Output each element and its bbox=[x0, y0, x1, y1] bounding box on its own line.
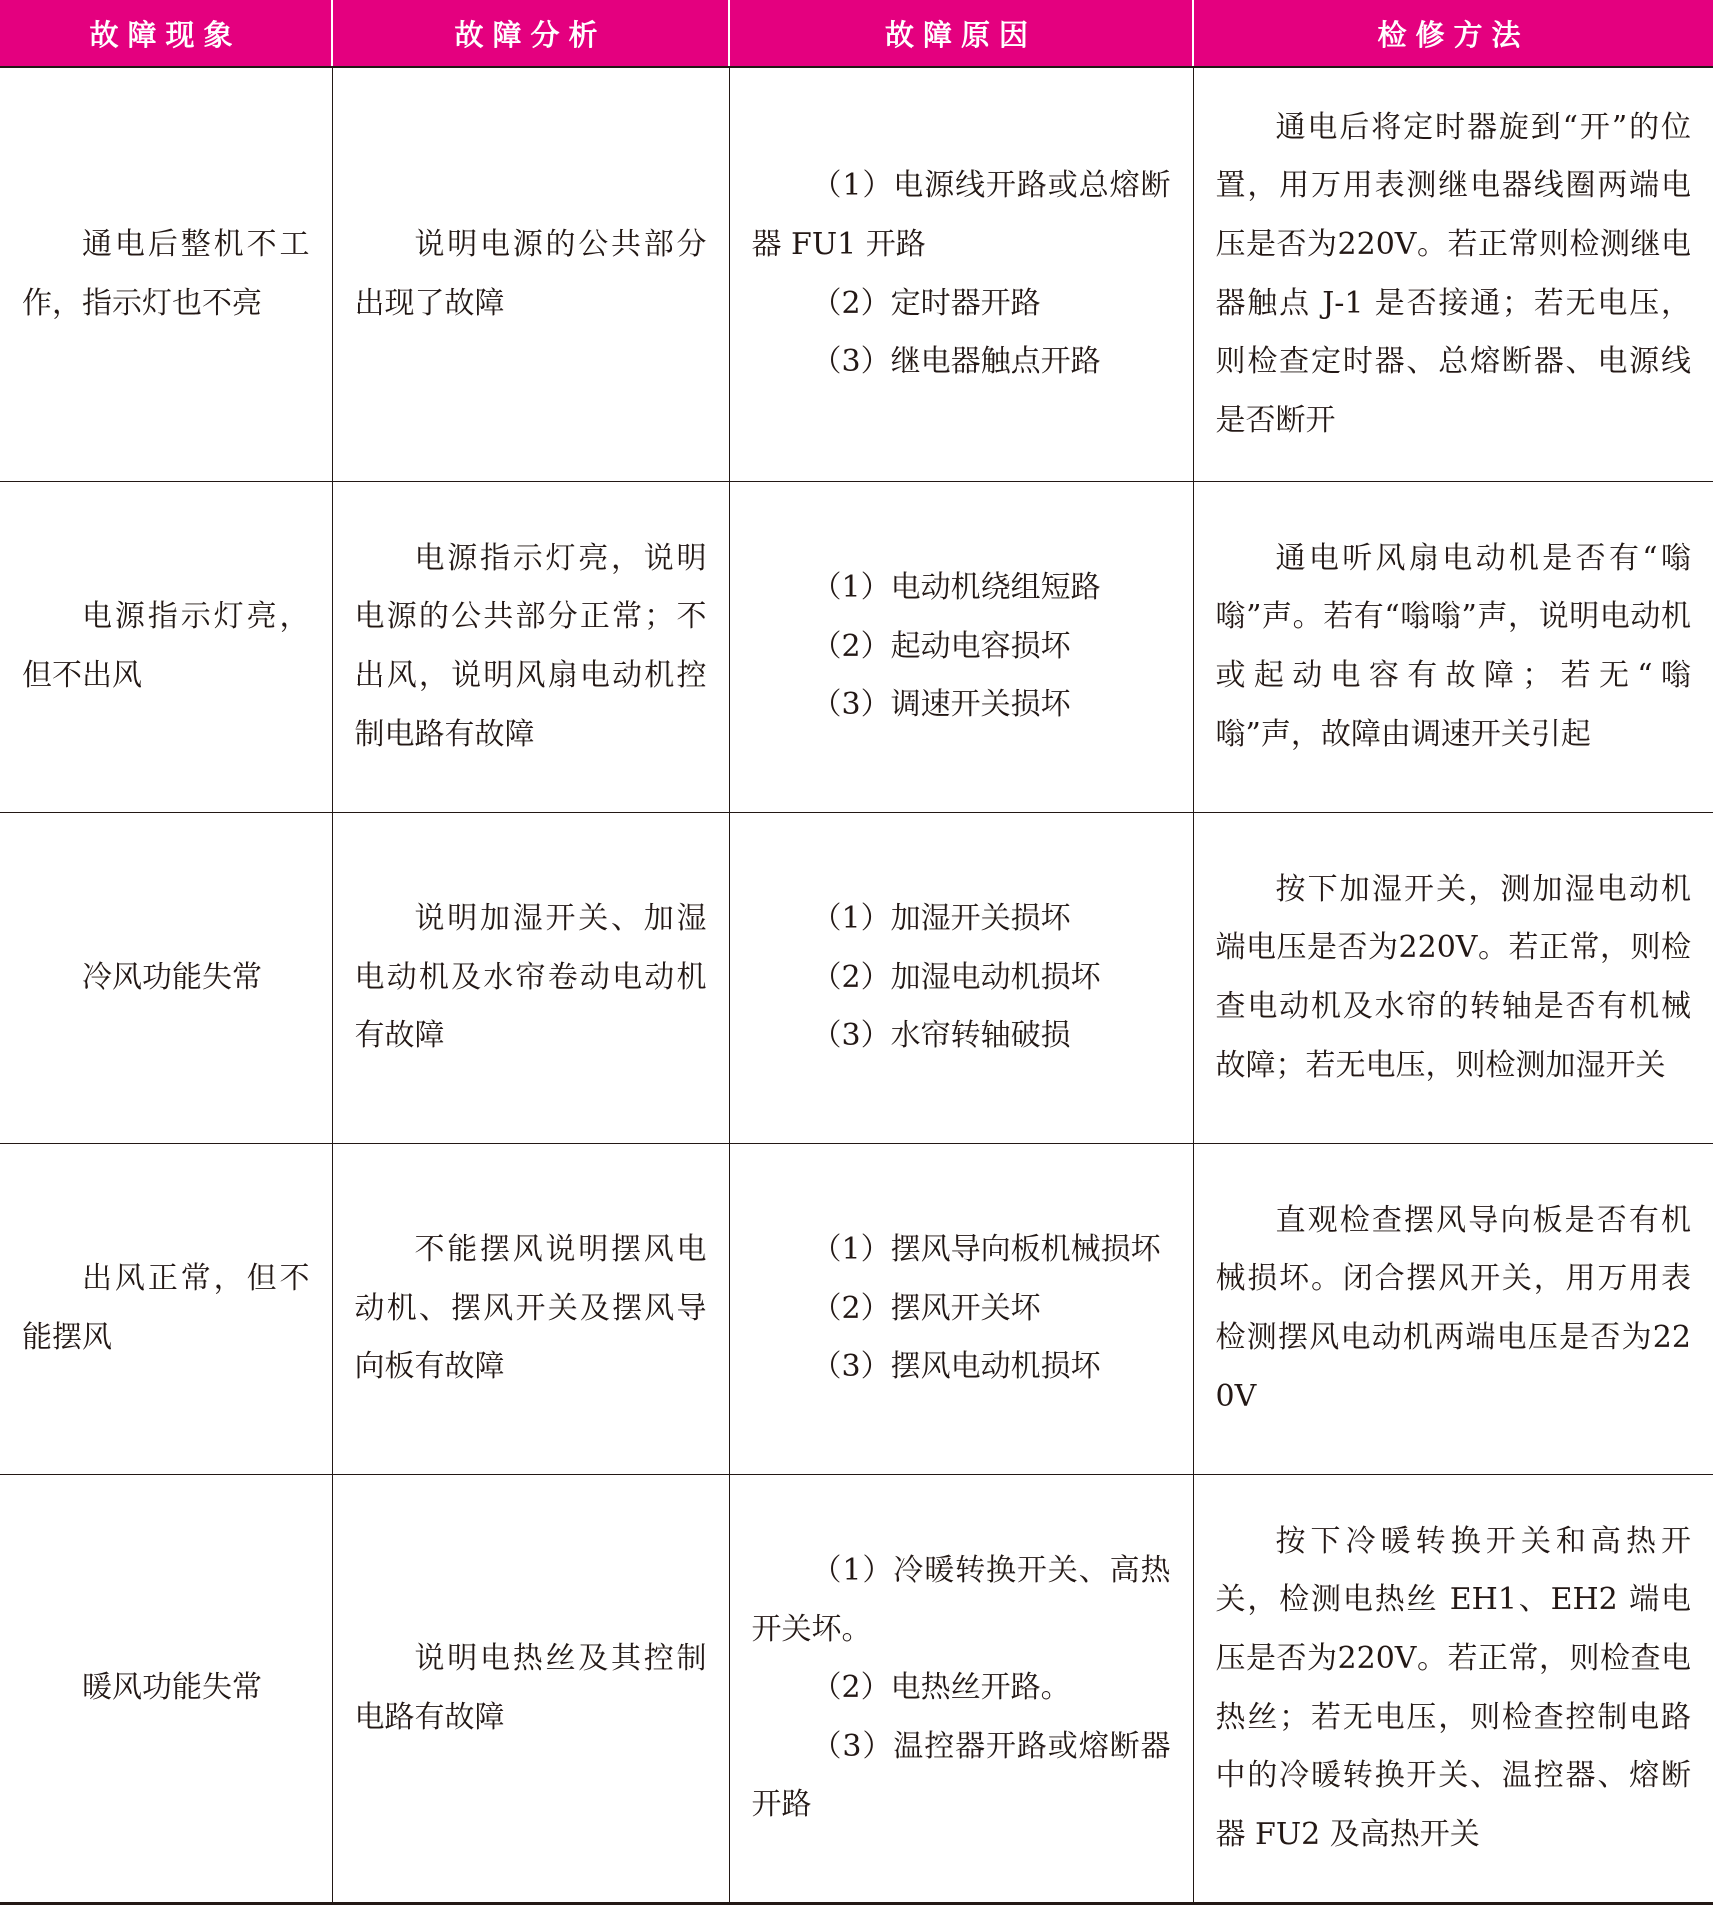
cause-item: （1）电源线开路或总熔断器 FU1 开路 bbox=[751, 168, 1171, 262]
analysis-text: 说明加湿开关、加湿电动机及水帘卷动电动机有故障 bbox=[354, 901, 707, 1054]
cause-cell bbox=[729, 813, 1193, 1144]
method-cell bbox=[1193, 1144, 1713, 1475]
table-row bbox=[0, 813, 1713, 1144]
method-cell bbox=[1193, 67, 1713, 482]
cause-cell bbox=[729, 482, 1193, 813]
cause-item: （2）摆风开关坏 bbox=[811, 1290, 1041, 1326]
method-cell bbox=[1193, 813, 1713, 1144]
header-analysis: 故障分析 bbox=[332, 0, 729, 67]
analysis-text: 说明电热丝及其控制电路有故障 bbox=[354, 1640, 707, 1735]
symptom-text: 出风正常，但不能摆风 bbox=[22, 1261, 310, 1355]
analysis-text: 电源指示灯亮，说明电源的公共部分正常；不出风，说明风扇电动机控制电路有故障 bbox=[354, 540, 707, 752]
cause-item: （1）加湿开关损坏 bbox=[811, 901, 1071, 937]
symptom-text: 通电后整机不工作，指示灯也不亮 bbox=[22, 226, 310, 321]
symptom-cell bbox=[0, 482, 332, 813]
cause-item: （1）电动机绕组短路 bbox=[811, 570, 1101, 606]
cause-item: （3）水帘转轴破损 bbox=[811, 1018, 1071, 1054]
table-row bbox=[0, 1144, 1713, 1475]
symptom-text: 冷风功能失常 bbox=[82, 959, 262, 995]
cause-item: （3）温控器开路或熔断器开路 bbox=[751, 1728, 1171, 1823]
symptom-text: 电源指示灯亮，但不出风 bbox=[22, 599, 310, 693]
header-symptom: 故障现象 bbox=[0, 0, 332, 67]
header-row bbox=[0, 0, 1713, 67]
analysis-cell bbox=[332, 67, 729, 482]
method-text: 直观检查摆风导向板是否有机械损坏。闭合摆风开关，用万用表检测摆风电动机两端电压是否为220V bbox=[1215, 1202, 1691, 1414]
analysis-text: 说明电源的公共部分出现了故障 bbox=[354, 226, 707, 321]
symptom-cell bbox=[0, 1475, 332, 1904]
cause-item: （2）定时器开路 bbox=[811, 285, 1041, 321]
header-method: 检修方法 bbox=[1193, 0, 1713, 67]
analysis-cell bbox=[332, 482, 729, 813]
table-row bbox=[0, 1475, 1713, 1904]
table-row bbox=[0, 482, 1713, 813]
cause-cell bbox=[729, 1475, 1193, 1904]
cause-item: （3）继电器触点开路 bbox=[811, 344, 1101, 380]
cause-cell bbox=[729, 1144, 1193, 1475]
method-text: 按下冷暖转换开关和高热开关，检测电热丝 EH1、EH2 端电压是否为220V。若正常，则检查电热丝；若无电压，则检查控制电路中的冷暖转换开关、温控器、熔断器 FU2 及高热开关 bbox=[1215, 1523, 1691, 1852]
method-cell bbox=[1193, 482, 1713, 813]
cause-item: （3）调速开关损坏 bbox=[811, 687, 1071, 723]
cause-item: （2）加湿电动机损坏 bbox=[811, 959, 1101, 995]
symptom-cell bbox=[0, 813, 332, 1144]
cause-item: （1）摆风导向板机械损坏 bbox=[811, 1232, 1161, 1268]
analysis-cell bbox=[332, 1144, 729, 1475]
symptom-cell bbox=[0, 1144, 332, 1475]
method-cell bbox=[1193, 1475, 1713, 1904]
cause-item: （3）摆风电动机损坏 bbox=[811, 1349, 1101, 1385]
cause-item: （2）电热丝开路。 bbox=[811, 1670, 1071, 1706]
symptom-text: 暖风功能失常 bbox=[82, 1670, 262, 1706]
cause-item: （1）冷暖转换开关、高热开关坏。 bbox=[751, 1553, 1171, 1647]
table-header bbox=[0, 0, 1713, 67]
analysis-cell bbox=[332, 1475, 729, 1904]
analysis-cell bbox=[332, 813, 729, 1144]
method-text: 通电听风扇电动机是否有“嗡嗡”声。若有“嗡嗡”声，说明电动机或起动电容有故障；若无“嗡嗡”声，故障由调速开关引起 bbox=[1215, 540, 1691, 752]
table-body bbox=[0, 67, 1713, 1904]
symptom-cell bbox=[0, 67, 332, 482]
cause-item: （2）起动电容损坏 bbox=[811, 628, 1071, 664]
analysis-text: 不能摆风说明摆风电动机、摆风开关及摆风导向板有故障 bbox=[354, 1232, 707, 1385]
table-row bbox=[0, 67, 1713, 482]
method-text: 通电后将定时器旋到“开”的位置，用万用表测继电器线圈两端电压是否为220V。若正常则检测继电器触点 J-1 是否接通；若无电压，则检查定时器、总熔断器、电源线是否断开 bbox=[1215, 109, 1691, 438]
header-cause: 故障原因 bbox=[729, 0, 1193, 67]
method-text: 按下加湿开关，测加湿电动机端电压是否为220V。若正常，则检查电动机及水帘的转轴是否有机械故障；若无电压，则检测加湿开关 bbox=[1215, 871, 1691, 1083]
cause-cell bbox=[729, 67, 1193, 482]
